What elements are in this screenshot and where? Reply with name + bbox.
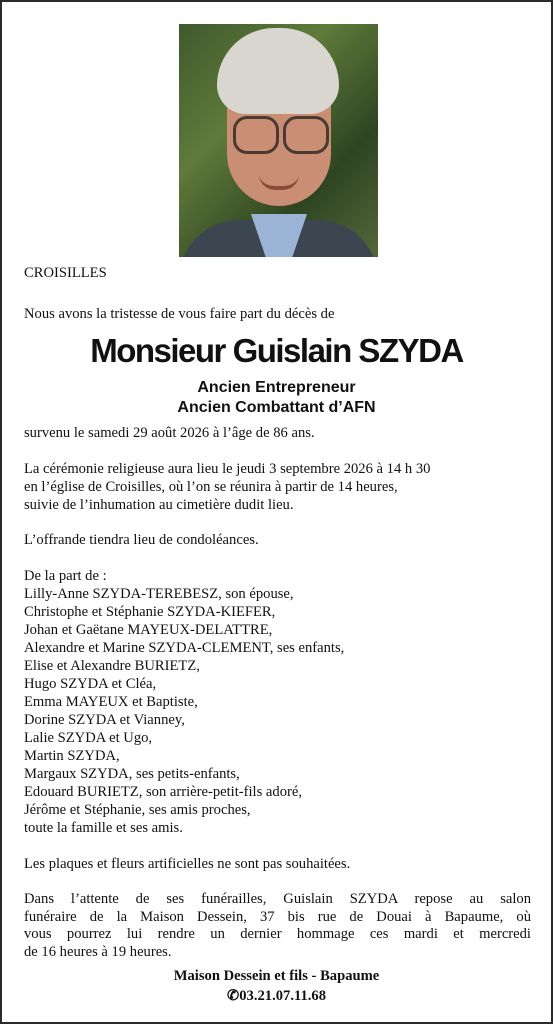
town-name: CROISILLES [24,265,107,281]
visit-paragraph [24,891,531,961]
funeral-home-phone: 03.21.07.11.68 [239,988,326,1004]
family-line: Johan et Gaëtane MAYEUX-DELATTRE, [24,622,273,638]
family-line: Christophe et Stéphanie SZYDA-KIEFER, [24,604,276,620]
flowers-note: Les plaques et fleurs artificielles ne sont pas souhaitées. [24,856,351,872]
visit-line: Dans l’attente de ses funérailles, Guislain SZYDA repose au salon [24,891,531,907]
family-line: Lalie SZYDA et Ugo, [24,730,153,746]
family-line: Hugo SZYDA et Cléa, [24,676,157,692]
family-line: toute la famille et ses amis. [24,820,183,836]
phone-icon: ✆ [227,988,240,1004]
visit-line: de 16 heures à 19 heures. [24,943,172,960]
family-line: Margaux SZYDA, ses petits-enfants, [24,766,240,782]
title-line: Ancien Entrepreneur [197,379,356,396]
family-line: Edouard BURIETZ, son arrière-petit-fils adoré, [24,784,302,800]
family-line: Alexandre et Marine SZYDA-CLEMENT, ses enfants, [24,640,345,656]
ceremony-line: suivie de l’inhumation au cimetière dudit lieu. [24,497,294,513]
funeral-home-phone-row [2,987,551,1006]
family-line: Emma MAYEUX et Baptiste, [24,694,198,710]
family-line: Elise et Alexandre BURIETZ, [24,658,200,674]
deceased-name: Monsieur Guislain SZYDA [90,332,463,369]
family-line: Jérôme et Stéphanie, ses amis proches, [24,802,251,818]
family-line: Martin SZYDA, [24,748,120,764]
visit-line: funéraire de la Maison Dessein, 37 bis rue de Douai à Bapaume, où [24,908,531,925]
title-line: Ancien Combattant d’AFN [177,399,376,416]
family-line: Lilly-Anne SZYDA-TEREBESZ, son épouse, [24,586,294,602]
intro-text: Nous avons la tristesse de vous faire part du décès de [24,306,335,322]
portrait-photo [179,24,378,257]
ceremony-line: en l’église de Croisilles, où l’on se réunira à partir de 14 heures, [24,479,398,495]
ceremony-line: La cérémonie religieuse aura lieu le jeudi 3 septembre 2026 à 14 h 30 [24,461,431,477]
offering-text: L’offrande tiendra lieu de condoléances. [24,532,259,548]
death-date-text: survenu le samedi 29 août 2026 à l’âge de 86 ans. [24,425,315,441]
visit-line: vous pourrez lui rendre un dernier hommage ces mardi et mercredi [24,926,531,943]
family-intro: De la part de : [24,568,107,584]
family-line: Dorine SZYDA et Vianney, [24,712,185,728]
funeral-home-name: Maison Dessein et fils - Bapaume [173,968,380,984]
